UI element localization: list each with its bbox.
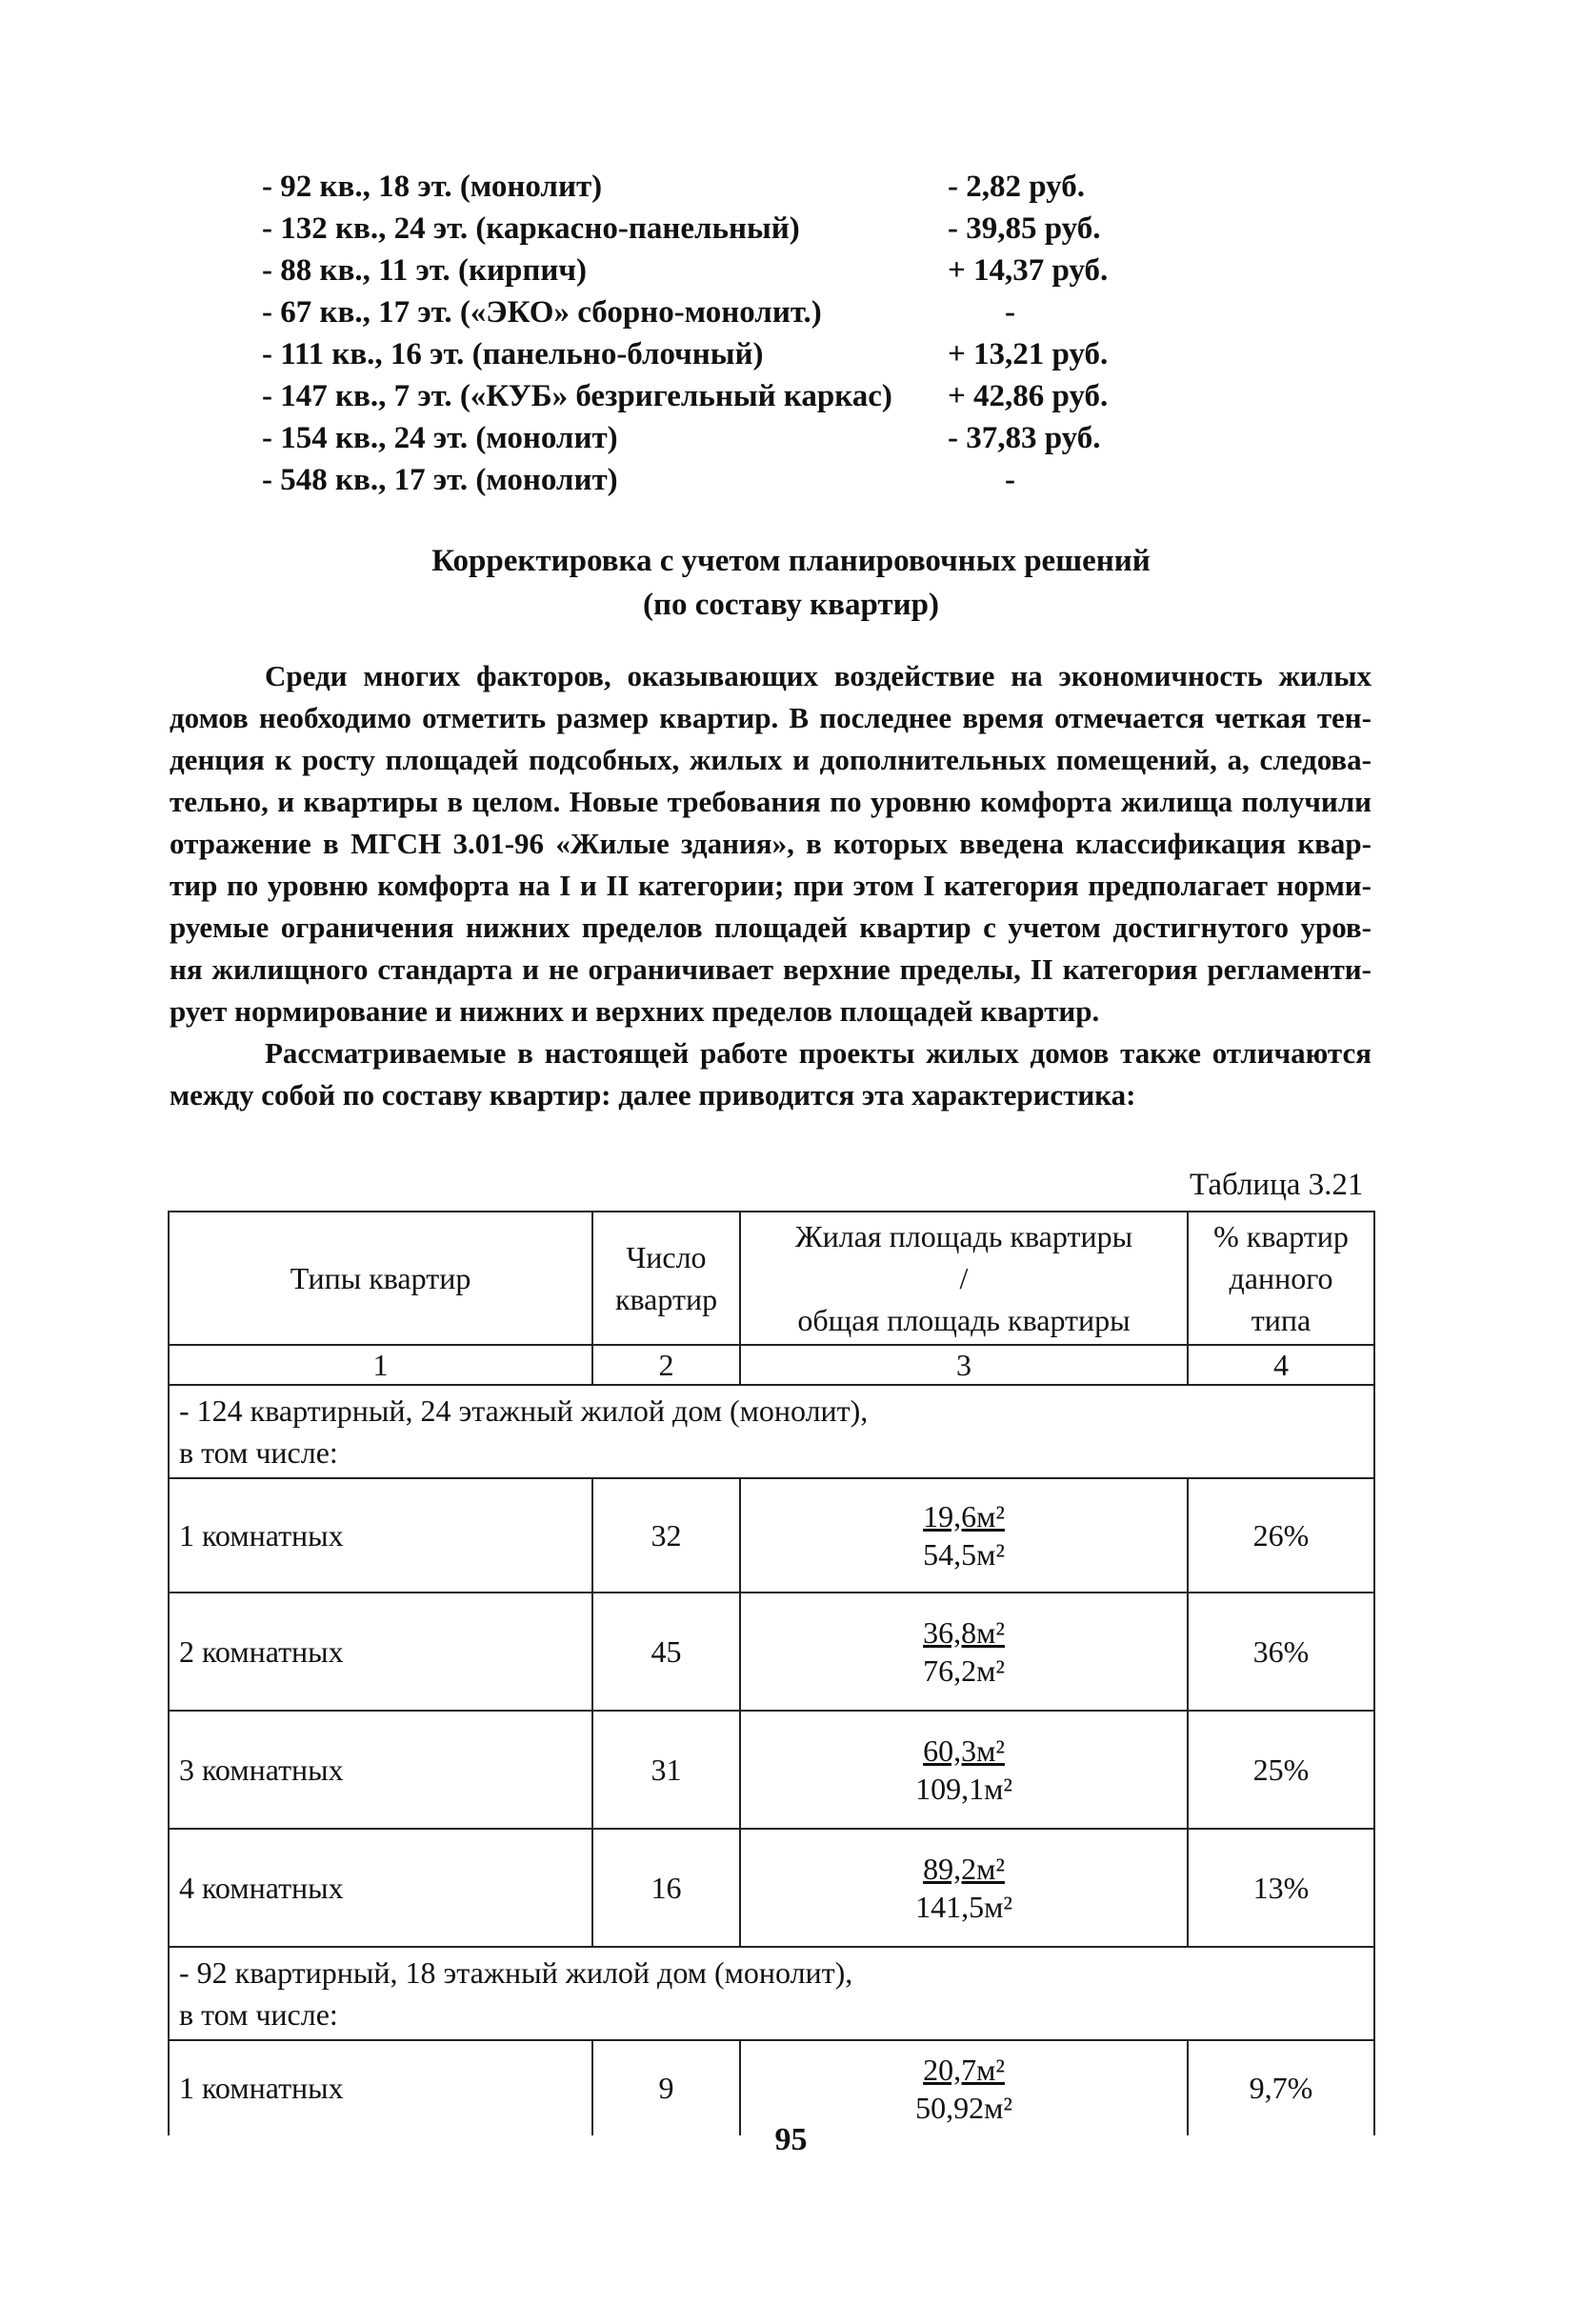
area-ratio bbox=[740, 2040, 1188, 2135]
paragraph-line: рует нормирование и нижних и верхних пределов площадей квартир. bbox=[170, 994, 1100, 1028]
header-type-label: Типы квартир bbox=[290, 1261, 471, 1295]
table-row bbox=[169, 1829, 1374, 1947]
price-row bbox=[262, 421, 1119, 463]
header-cell-area bbox=[740, 1212, 1188, 1345]
total-area: 141,5м² bbox=[915, 1890, 1012, 1924]
group-title-line2: в том числе: bbox=[179, 1435, 338, 1470]
apartment-count: 32 bbox=[592, 1478, 740, 1593]
column-number: 3 bbox=[740, 1345, 1188, 1385]
group-title bbox=[169, 1385, 1374, 1478]
apartment-count: 31 bbox=[592, 1711, 740, 1829]
room-type: 1 комнатных bbox=[169, 2040, 592, 2135]
column-number: 4 bbox=[1188, 1345, 1374, 1385]
living-area: 19,6м² bbox=[923, 1499, 1005, 1533]
price-label: - 548 кв., 17 эт. (монолит) bbox=[262, 463, 618, 497]
table-header-row bbox=[169, 1212, 1374, 1345]
price-label: - 154 кв., 24 эт. (монолит) bbox=[262, 421, 618, 455]
price-value: - bbox=[1005, 295, 1015, 330]
apartment-count: 45 bbox=[592, 1593, 740, 1711]
table-row bbox=[169, 2040, 1374, 2135]
total-area: 54,5м² bbox=[923, 1537, 1005, 1572]
table-caption: Таблица 3.21 bbox=[1190, 1168, 1364, 1202]
paragraph-line: руемые ограничения нижних пределов площадей квартир с учетом достигнутого уров- bbox=[170, 911, 1372, 944]
price-row bbox=[262, 295, 1119, 337]
room-type: 3 комнатных bbox=[169, 1711, 592, 1829]
header-percent-line2: данного bbox=[1229, 1261, 1333, 1295]
price-label: - 67 кв., 17 эт. («ЭКО» сборно-монолит.) bbox=[262, 295, 822, 330]
price-label: - 111 кв., 16 эт. (панельно-блочный) bbox=[262, 337, 764, 371]
price-value: + 14,37 руб. bbox=[948, 253, 1109, 288]
paragraph-line: денция к росту площадей подсобных, жилых и дополнительных помещений, а, следова- bbox=[170, 743, 1372, 776]
header-area-line2: / bbox=[959, 1261, 969, 1295]
price-row bbox=[262, 253, 1119, 295]
room-type: 2 комнатных bbox=[169, 1593, 592, 1711]
header-cell-count bbox=[592, 1212, 740, 1345]
header-percent-line1: % квартир bbox=[1213, 1219, 1349, 1253]
group-title-line1: - 124 квартирный, 24 этажный жилой дом (монолит), bbox=[179, 1393, 869, 1428]
paragraph-2 bbox=[170, 1032, 1372, 1116]
paragraph-line: между собой по составу квартир: далее приводится эта характеристика: bbox=[170, 1078, 1136, 1112]
header-count-line2: квартир bbox=[614, 1282, 718, 1316]
price-label: - 147 кв., 7 эт. («КУБ» безригельный каркас) bbox=[262, 379, 892, 413]
percent: 26% bbox=[1188, 1478, 1374, 1593]
paragraph-line: ня жилищного стандарта и не ограничивает верхние пределы, II категория регламенти- bbox=[170, 952, 1372, 986]
price-value: - bbox=[1005, 463, 1015, 497]
table-row bbox=[169, 1711, 1374, 1829]
living-area: 20,7м² bbox=[923, 2052, 1005, 2087]
price-value: - 39,85 руб. bbox=[948, 211, 1101, 246]
section-title bbox=[0, 539, 1582, 627]
paragraph-line: отражение в МГСН 3.01-96 «Жилые здания», в которых введена классификация квар- bbox=[170, 827, 1372, 860]
column-number: 2 bbox=[592, 1345, 740, 1385]
apartment-count: 16 bbox=[592, 1829, 740, 1947]
total-area: 109,1м² bbox=[915, 1772, 1012, 1806]
paragraph-line: домов необходимо отметить размер квартир. В последнее время отмечается четкая тен- bbox=[170, 701, 1372, 734]
area-ratio bbox=[740, 1593, 1188, 1711]
header-percent-line3: типа bbox=[1251, 1303, 1312, 1337]
table-row bbox=[169, 1593, 1374, 1711]
header-area-line3: общая площадь квартиры bbox=[797, 1303, 1131, 1337]
section-title-line2: (по составу квартир) bbox=[643, 588, 939, 622]
percent: 25% bbox=[1188, 1711, 1374, 1829]
column-number-row bbox=[169, 1345, 1374, 1385]
area-ratio bbox=[740, 1711, 1188, 1829]
header-area-line1: Жилая площадь квартиры bbox=[794, 1219, 1133, 1253]
price-row bbox=[262, 379, 1119, 421]
group-title bbox=[169, 1947, 1374, 2040]
price-value: - 2,82 руб. bbox=[948, 170, 1085, 204]
group-title-row bbox=[169, 1385, 1374, 1478]
living-area: 60,3м² bbox=[923, 1733, 1005, 1768]
paragraph-1 bbox=[170, 655, 1372, 1032]
price-list bbox=[262, 170, 1119, 505]
group-title-line2: в том числе: bbox=[179, 1997, 338, 2032]
page-number: 95 bbox=[774, 2122, 808, 2157]
area-ratio bbox=[740, 1829, 1188, 1947]
paragraph-line: Среди многих факторов, оказывающих воздействие на экономичность жилых bbox=[265, 659, 1372, 692]
percent: 36% bbox=[1188, 1593, 1374, 1711]
paragraph-line: тир по уровню комфорта на I и II категории; при этом I категория предполагает норми- bbox=[170, 869, 1372, 902]
living-area: 36,8м² bbox=[923, 1615, 1005, 1650]
header-cell-percent bbox=[1188, 1212, 1374, 1345]
living-area: 89,2м² bbox=[923, 1852, 1005, 1886]
price-row bbox=[262, 337, 1119, 379]
paragraph-line: тельно, и квартиры в целом. Новые требования по уровню комфорта жилища получили bbox=[170, 785, 1372, 818]
room-type: 4 комнатных bbox=[169, 1829, 592, 1947]
column-number: 1 bbox=[169, 1345, 592, 1385]
price-row bbox=[262, 463, 1119, 505]
price-label: - 88 кв., 11 эт. (кирпич) bbox=[262, 253, 587, 288]
apartment-table bbox=[168, 1211, 1375, 2135]
total-area: 50,92м² bbox=[915, 2090, 1012, 2125]
price-value: + 13,21 руб. bbox=[948, 337, 1109, 371]
price-row bbox=[262, 211, 1119, 253]
section-title-line1: Корректировка с учетом планировочных решений bbox=[431, 544, 1151, 578]
group-title-line1: - 92 квартирный, 18 этажный жилой дом (монолит), bbox=[179, 1955, 853, 1990]
percent: 9,7% bbox=[1188, 2040, 1374, 2135]
price-label: - 132 кв., 24 эт. (каркасно-панельный) bbox=[262, 211, 800, 246]
header-count-line1: Число bbox=[626, 1240, 707, 1274]
room-type: 1 комнатных bbox=[169, 1478, 592, 1593]
group-title-row bbox=[169, 1947, 1374, 2040]
header-cell-type bbox=[169, 1212, 592, 1345]
price-value: - 37,83 руб. bbox=[948, 421, 1101, 455]
paragraph-line: Рассматриваемые в настоящей работе проекты жилых домов также отличаются bbox=[265, 1036, 1372, 1070]
price-label: - 92 кв., 18 эт. (монолит) bbox=[262, 170, 603, 204]
area-ratio bbox=[740, 1478, 1188, 1593]
total-area: 76,2м² bbox=[923, 1653, 1005, 1688]
percent: 13% bbox=[1188, 1829, 1374, 1947]
apartment-count: 9 bbox=[592, 2040, 740, 2135]
table-row bbox=[169, 1478, 1374, 1593]
price-value: + 42,86 руб. bbox=[948, 379, 1109, 413]
price-row bbox=[262, 170, 1119, 211]
